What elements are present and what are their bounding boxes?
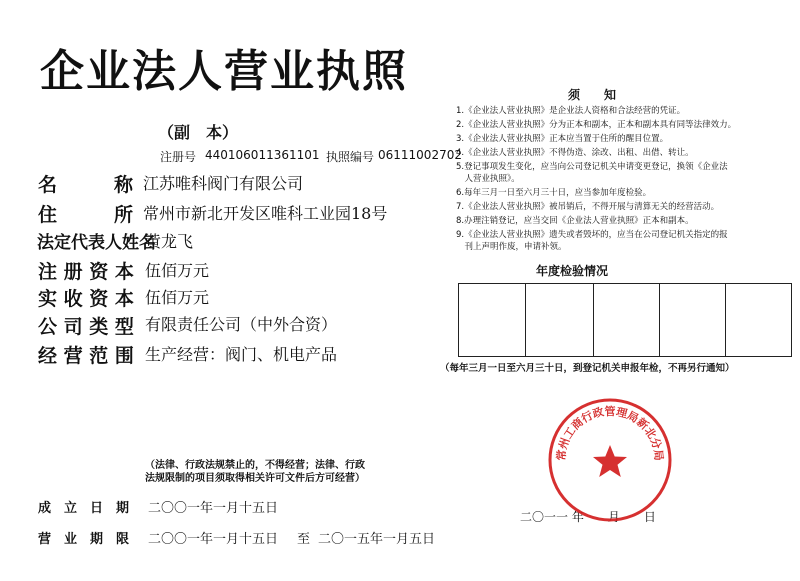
field-label-company-type: 公 司 类 型 xyxy=(38,316,134,338)
notice-item: 9.《企业法人营业执照》遗失或者毁坏的，应当在公司登记机关指定的报 xyxy=(456,230,728,240)
notice-item: 3.《企业法人营业执照》正本应当置于住所的醒目位置。 xyxy=(456,134,669,144)
seal-text: 常州工商行政管理局新北分局 xyxy=(554,405,666,462)
field-value-name: 江苏唯科阀门有限公司 xyxy=(143,174,304,193)
field-label-legal-rep: 法定代表人姓名 xyxy=(37,233,156,253)
field-label-name: 名 称 xyxy=(38,174,134,196)
legal-note-line-2: 法规限制的项目须取得相关许可文件后方可经营） xyxy=(145,473,365,484)
operating-period-start: 二〇〇一年一月十五日 xyxy=(148,532,279,547)
notice-item: 8.办理注销登记，应当交回《企业法人营业执照》正本和副本。 xyxy=(456,216,694,226)
notice-item: 2.《企业法人营业执照》分为正本和副本，正本和副本具有同等法律效力。 xyxy=(456,120,737,130)
notice-item: 5.登记事项发生变化，应当向公司登记机关申请变更登记，换领《企业法 xyxy=(456,162,728,172)
operating-period-to: 至 xyxy=(297,532,311,547)
field-value-business-scope: 生产经营：阀门、机电产品 xyxy=(145,345,338,364)
notice-item: 6.每年三月一日至六月三十日，应当参加年度检验。 xyxy=(456,188,652,198)
field-value-paid-capital: 伍佰万元 xyxy=(145,288,210,307)
operating-period-end: 二〇一五年一月五日 xyxy=(318,532,436,547)
copy-label: （副 本） xyxy=(158,123,239,142)
registration-number-label: 注册号 xyxy=(160,150,197,164)
field-label-address: 住 所 xyxy=(38,204,134,226)
notice-item: 4.《企业法人营业执照》不得伪造、涂改、出租、出借、转让。 xyxy=(456,148,694,158)
annual-inspection-note: （每年三月一日至六月三十日，到登记机关申报年检，不再另行通知） xyxy=(440,363,735,374)
operating-period-label: 营 业 期 限 xyxy=(38,532,130,547)
field-value-legal-rep: 黄龙飞 xyxy=(145,232,194,251)
annual-inspection-title: 年度检验情况 xyxy=(536,264,609,278)
field-value-address: 常州市新北开发区唯科工业园18号 xyxy=(143,204,388,223)
annual-inspection-grid xyxy=(458,283,792,357)
notice-item: 刊上声明作废，申请补领。 xyxy=(456,242,567,252)
certificate-number-label: 执照编号 xyxy=(326,150,375,164)
star-icon xyxy=(593,445,627,477)
field-label-paid-capital: 实 收 资 本 xyxy=(38,288,134,310)
notice-title: 须 知 xyxy=(568,88,623,102)
document-title: 企业法人营业执照 xyxy=(40,46,408,97)
certificate-number: 06111002702 xyxy=(378,148,462,162)
notice-item: 1.《企业法人营业执照》是企业法人资格和合法经营的凭证。 xyxy=(456,106,686,116)
notice-item: 7.《企业法人营业执照》被吊销后，不得开展与清算无关的经营活动。 xyxy=(456,202,720,212)
official-seal xyxy=(545,395,675,525)
notice-item: 人营业执照》。 xyxy=(456,174,520,184)
field-value-company-type: 有限责任公司（中外合资） xyxy=(145,315,338,334)
registration-number: 440106011361101 xyxy=(205,148,320,162)
field-label-registered-capital: 注 册 资 本 xyxy=(38,261,134,283)
establish-date-label: 成 立 日 期 xyxy=(38,501,130,516)
establish-date-value: 二〇〇一年一月十五日 xyxy=(148,501,279,516)
legal-note-line-1: （法律、行政法规禁止的，不得经营；法律、行政 xyxy=(145,460,365,471)
field-value-registered-capital: 伍佰万元 xyxy=(145,261,210,280)
issue-date: 二〇一一 年 月 日 xyxy=(520,510,656,524)
field-label-business-scope: 经 营 范 围 xyxy=(38,345,134,367)
